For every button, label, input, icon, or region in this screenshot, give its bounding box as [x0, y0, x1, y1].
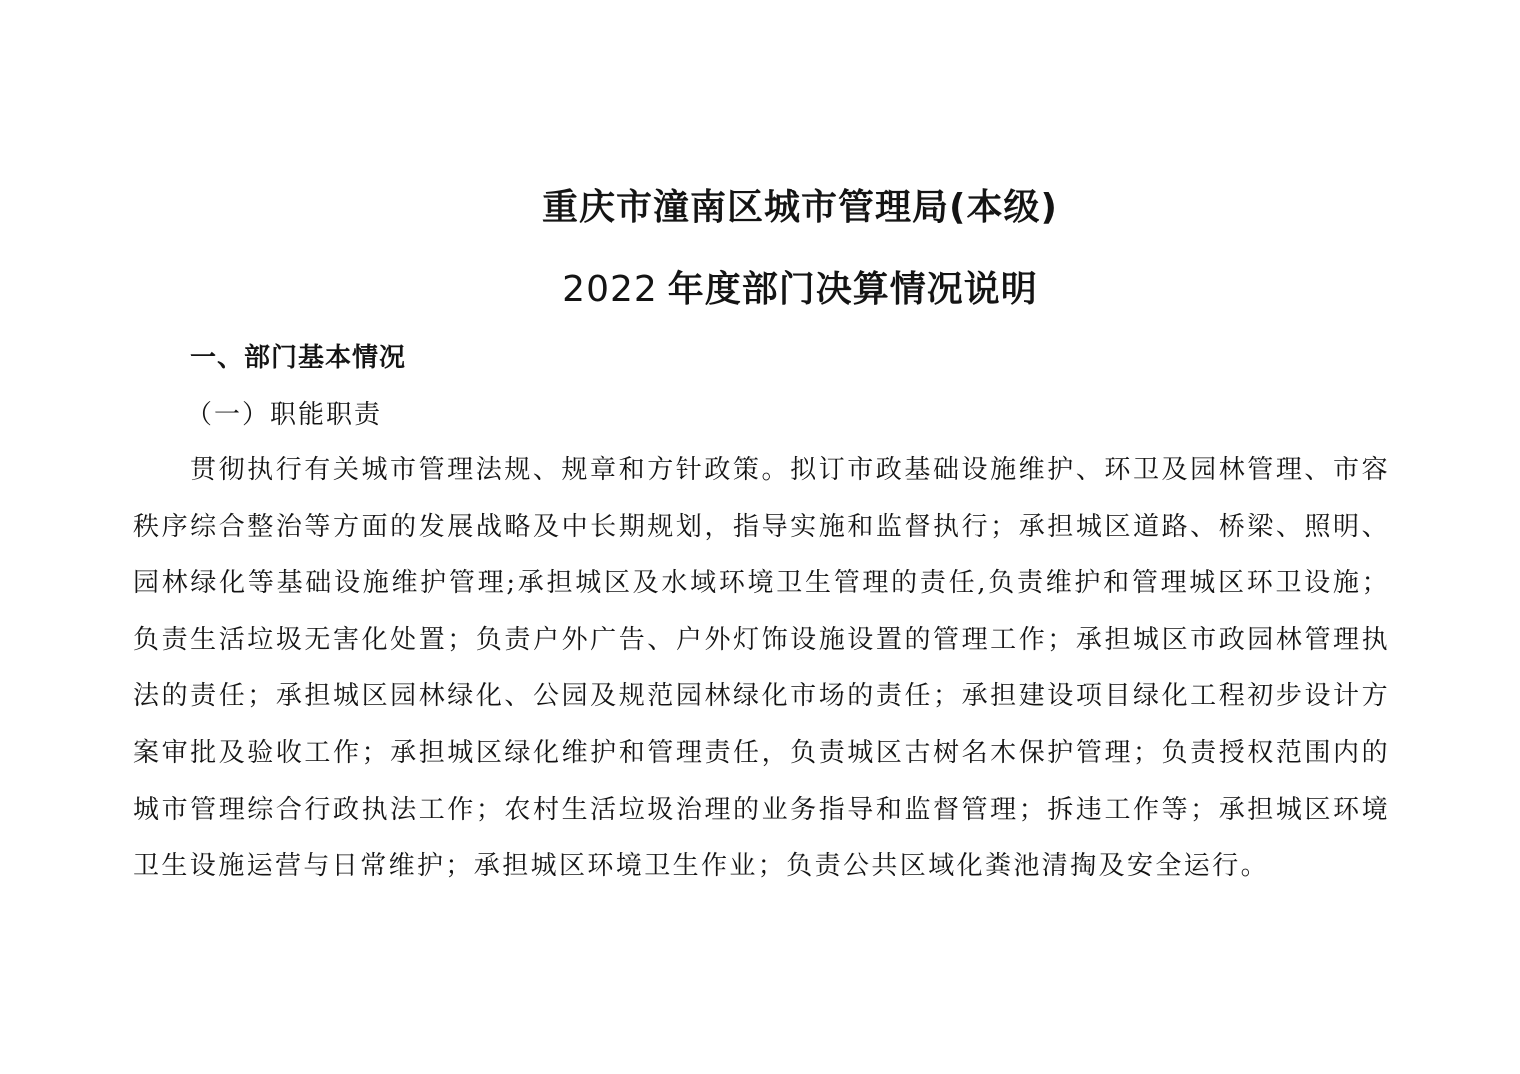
- paragraph-line: 负责生活垃圾无害化处置；负责户外广告、户外灯饰设施设置的管理工作；承担城区市政园林管理执: [133, 624, 1390, 655]
- subtitle-text: 年度部门决算情况说明: [667, 269, 1038, 310]
- paragraph-line: 案审批及验收工作；承担城区绿化维护和管理责任，负责城区古树名木保护管理；负责授权范围内的: [133, 737, 1390, 768]
- paragraph-line: 卫生设施运营与日常维护；承担城区环境卫生作业；负责公共区域化粪池清掏及安全运行。: [133, 851, 1270, 882]
- paragraph-line: 秩序综合整治等方面的发展战略及中长期规划，指导实施和监督执行；承担城区道路、桥梁、照明、: [133, 511, 1390, 542]
- paragraph-line: 园林绿化等基础设施维护管理;承担城区及水域环境卫生管理的责任,负责维护和管理城区环卫设施；: [133, 568, 1390, 599]
- section-heading: 一、部门基本情况: [190, 343, 407, 373]
- paragraph-line: 法的责任；承担城区园林绿化、公园及规范园林绿化市场的责任；承担建设项目绿化工程初步设计方: [133, 681, 1390, 712]
- body-paragraph: [133, 442, 1390, 895]
- subtitle-year: 2022: [562, 269, 658, 310]
- sub-heading: （一）职能职责: [186, 400, 383, 430]
- document-subtitle: [330, 266, 1270, 314]
- paragraph-line: 贯彻执行有关城市管理法规、规章和方针政策。拟订市政基础设施维护、环卫及园林管理、市容: [190, 455, 1390, 485]
- paragraph-line: 城市管理综合行政执法工作；农村生活垃圾治理的业务指导和监督管理；拆违工作等；承担城区环境: [133, 794, 1390, 825]
- document-title: 重庆市潼南区城市管理局(本级): [542, 187, 1058, 228]
